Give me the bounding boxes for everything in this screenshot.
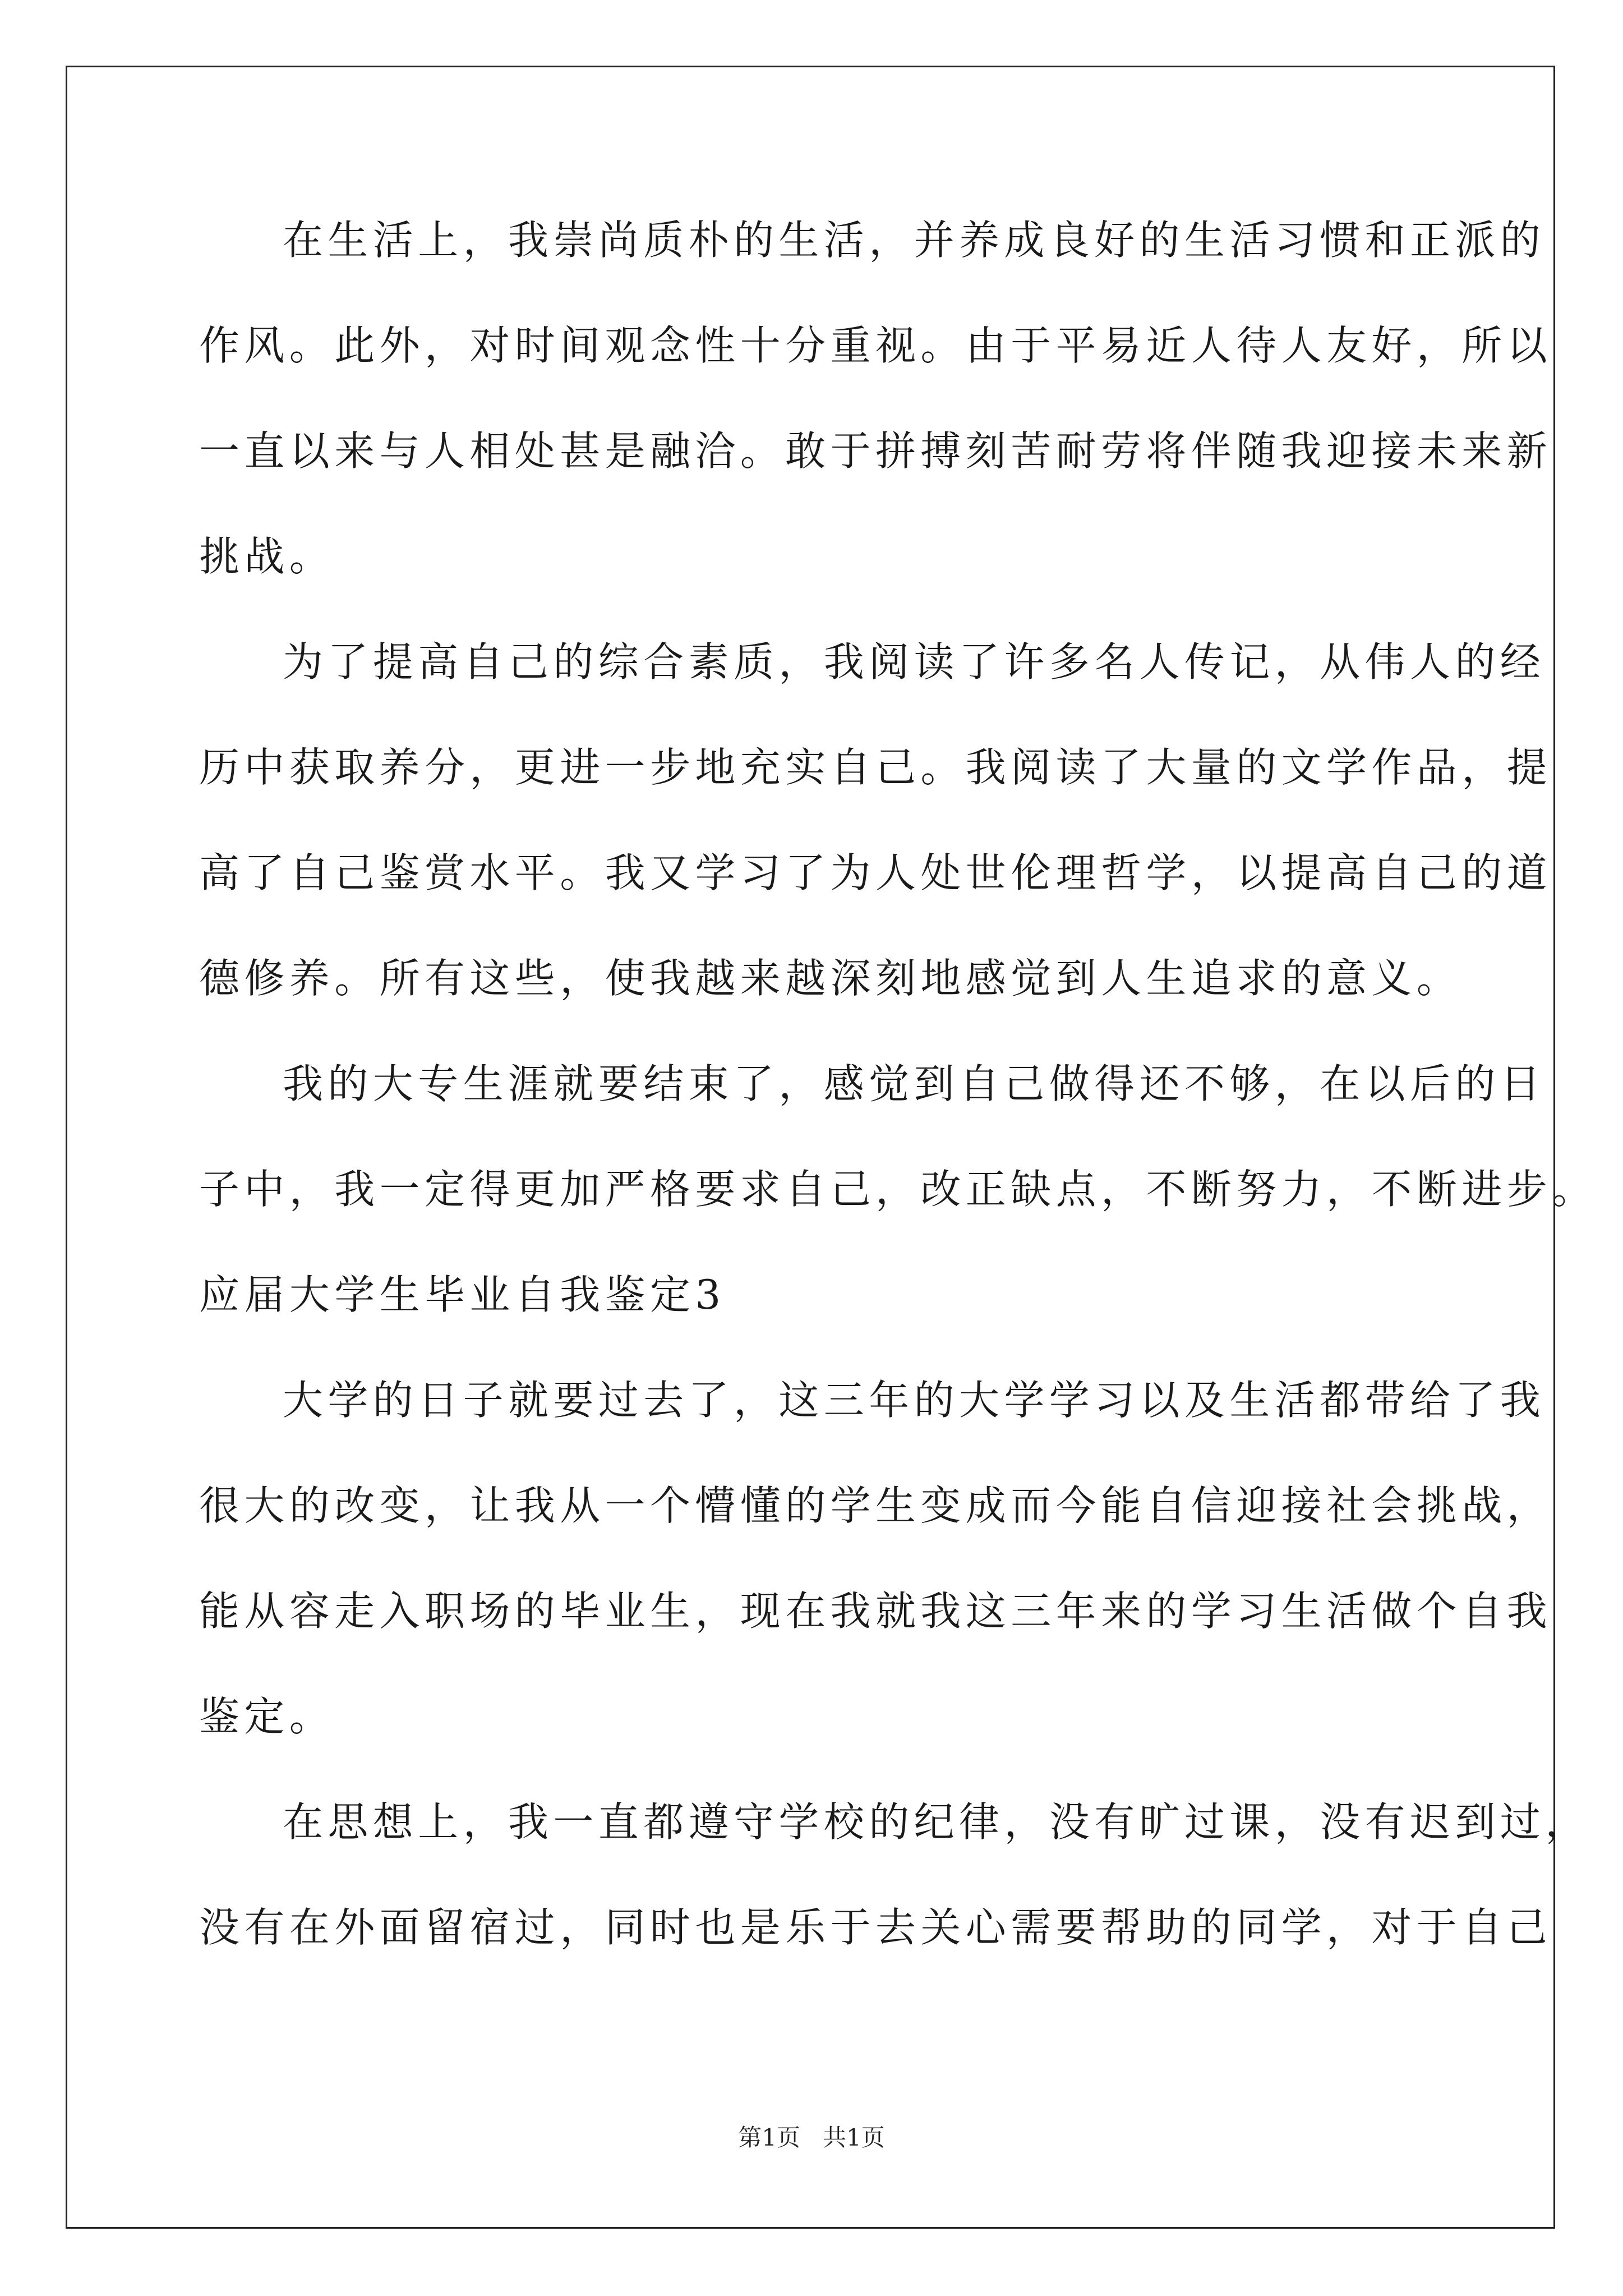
text-line: 在思想上，我一直都遵守学校的纪律，没有旷过课，没有迟到过， bbox=[283, 1798, 1590, 1846]
text-line: 很大的改变，让我从一个懵懂的学生变成而今能自信迎接社会挑战， bbox=[199, 1482, 1552, 1529]
text-line: 能从容走入职场的毕业生，现在我就我这三年来的学习生活做个自我 bbox=[199, 1588, 1552, 1635]
text-line: 我的大专生涯就要结束了，感觉到自己做得还不够，在以后的日 bbox=[283, 1060, 1546, 1107]
text-line: 大学的日子就要过去了，这三年的大学学习以及生活都带给了我 bbox=[283, 1377, 1546, 1424]
text-line: 高了自己鉴赏水平。我又学习了为人处世伦理哲学，以提高自己的道 bbox=[199, 849, 1552, 896]
text-line: 没有在外面留宿过，同时也是乐于去关心需要帮助的同学，对于自己 bbox=[199, 1904, 1552, 1951]
text-line: 子中，我一定得更加严格要求自己，改正缺点，不断努力，不断进步。 bbox=[199, 1166, 1597, 1213]
text-line: 鉴定。 bbox=[199, 1693, 335, 1740]
page-number: 第1页 bbox=[738, 2124, 800, 2151]
section-heading: 应届大学生毕业自我鉴定3 bbox=[199, 1271, 726, 1318]
text-line: 挑战。 bbox=[199, 533, 335, 580]
page-footer bbox=[0, 2123, 1623, 2152]
text-line: 作风。此外，对时间观念性十分重视。由于平易近人待人友好，所以 bbox=[199, 322, 1552, 369]
text-line: 历中获取养分，更进一步地充实自己。我阅读了大量的文学作品，提 bbox=[199, 744, 1552, 791]
text-line: 德修养。所有这些，使我越来越深刻地感觉到人生追求的意义。 bbox=[199, 955, 1462, 1002]
document-body bbox=[199, 214, 1597, 2007]
text-line: 为了提高自己的综合素质，我阅读了许多名人传记，从伟人的经 bbox=[283, 638, 1546, 685]
text-line: 在生活上，我崇尚质朴的生活，并养成良好的生活习惯和正派的 bbox=[283, 217, 1546, 264]
page-total: 共1页 bbox=[823, 2124, 885, 2151]
text-line: 一直以来与人相处甚是融洽。敢于拼搏刻苦耐劳将伴随我迎接未来新 bbox=[199, 427, 1552, 475]
